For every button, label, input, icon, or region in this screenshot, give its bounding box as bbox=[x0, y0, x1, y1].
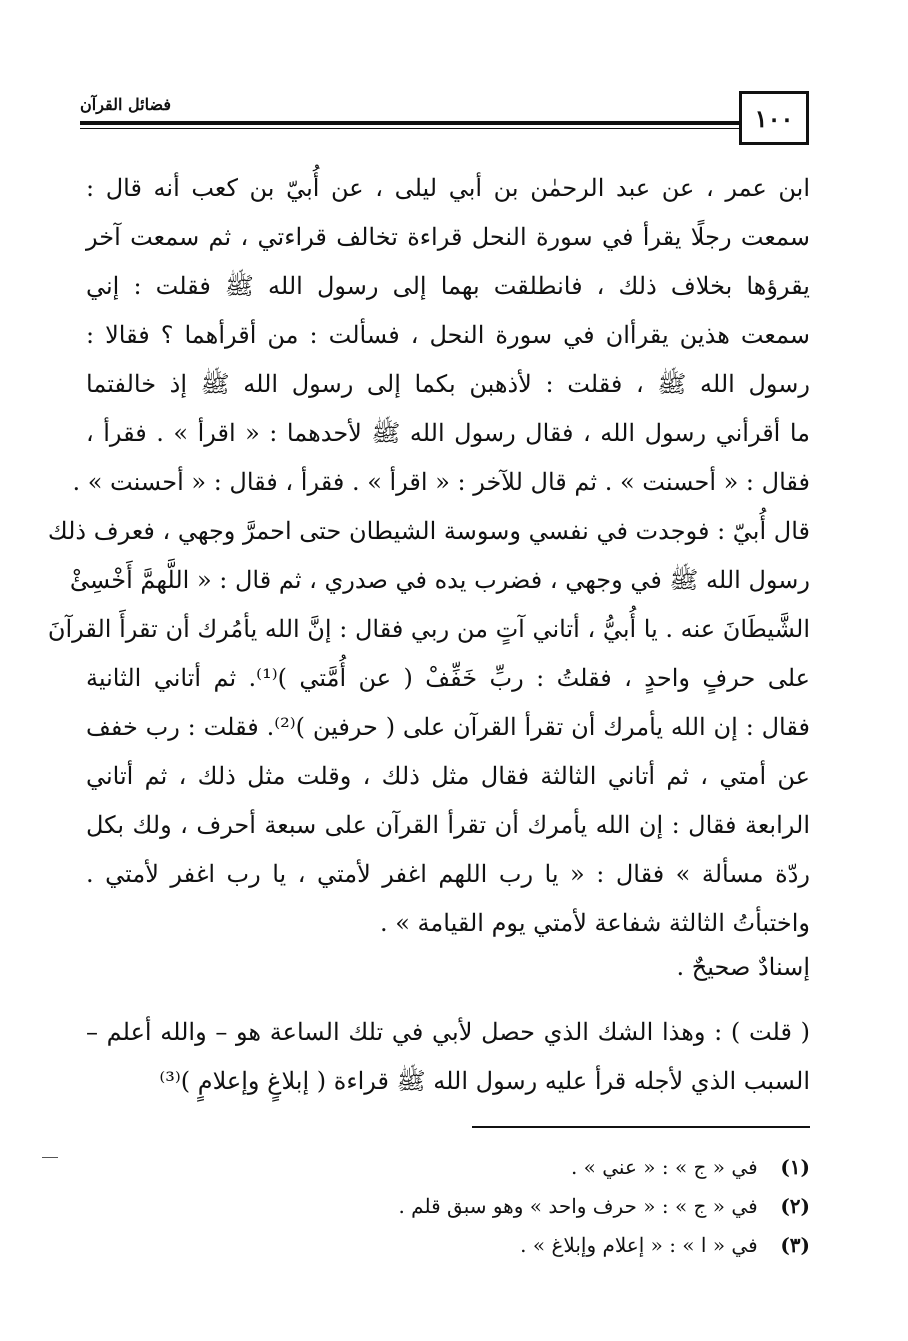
footnote-text: في « ج » : « عني » . bbox=[570, 1155, 758, 1179]
header-rule bbox=[80, 121, 740, 125]
text-line: على حرفٍ واحدٍ ، فقلتُ : ربِّ خَفِّفْ ( عن أُمَّتي )⁽¹⁾. ثم أتاني الثانية bbox=[86, 664, 810, 692]
text-line: فقال : إن الله يأمرك أن تقرأ القرآن على ( حرفين )⁽²⁾. فقلت : رب خفف bbox=[86, 713, 810, 741]
text-line: قال أُبيّ : فوجدت في نفسي وسوسة الشيطان حتى احمرَّ وجهي ، فعرف ذلك bbox=[47, 517, 810, 545]
footnote-item bbox=[300, 1148, 810, 1187]
running-title: فضائل القرآن bbox=[80, 95, 171, 114]
footnote-item bbox=[300, 1187, 810, 1226]
text-line: فقال : « أحسنت » . ثم قال للآخر : « اقرأ » . فقرأ ، فقال : « أحسنت » . bbox=[72, 468, 810, 496]
footnotes bbox=[300, 1148, 810, 1265]
footnote-item bbox=[300, 1226, 810, 1265]
page-number-text: ١٠٠ bbox=[754, 103, 794, 133]
paragraph-hadith-continuation bbox=[47, 507, 810, 948]
text-line: رسول الله ﷺ في وجهي ، فضرب يده في صدري ، ثم قال : « اللَّهمَّ أَخْسِئْ bbox=[69, 566, 810, 594]
text-line: ( قلت ) : وهذا الشك الذي حصل لأبي في تلك الساعة هو – والله أعلم – bbox=[86, 1018, 810, 1046]
text-line: يقرؤها بخلاف ذلك ، فانطلقت بهما إلى رسول الله ﷺ فقلت : إني bbox=[86, 272, 810, 300]
footnote-number: (٢) bbox=[780, 1194, 810, 1218]
footnote-text: في « ا » : « إعلام وإبلاغ » . bbox=[520, 1233, 758, 1257]
footnote-number: (٣) bbox=[780, 1233, 810, 1257]
text-line: رسول الله ﷺ ، فقلت : لأذهبن بكما إلى رسول الله ﷺ إذ خالفتما bbox=[86, 370, 810, 398]
text-line: واختبأتُ الثالثة شفاعة لأمتي يوم القيامة » . bbox=[379, 909, 810, 937]
footnote-separator bbox=[472, 1126, 810, 1128]
text-line: السبب الذي لأجله قرأ عليه رسول الله ﷺ قراءة ( إبلاغٍ وإعلامٍ )⁽³⁾ bbox=[159, 1067, 810, 1095]
text-line: عن أمتي ، ثم أتاني الثالثة فقال مثل ذلك ، وقلت مثل ذلك ، ثم أتاني bbox=[86, 762, 810, 790]
text-line: الرابعة فقال : إن الله يأمرك أن تقرأ القرآن على سبعة أحرف ، ولك بكل bbox=[86, 811, 810, 839]
paragraph-hadith-opening bbox=[72, 164, 810, 507]
scan-margin-mark bbox=[42, 1157, 58, 1158]
footnote-number: (١) bbox=[780, 1155, 810, 1179]
text-line: ابن عمر ، عن عبد الرحمٰن بن أبي ليلى ، عن أُبيّ بن كعب أنه قال : bbox=[86, 174, 810, 202]
main-text bbox=[47, 164, 810, 948]
isnad-grading: إسنادٌ صحيحٌ . bbox=[676, 953, 810, 981]
text-line: ردّة مسألة » فقال : « يا رب اللهم اغفر لأمتي ، يا رب اغفر لأمتي . bbox=[86, 860, 810, 888]
text-line: سمعت هذين يقرأان في سورة النحل ، فسألت : من أقرأهما ؟ فقالا : bbox=[86, 321, 810, 349]
footnote-text: في « ج » : « حرف واحد » وهو سبق قلم . bbox=[398, 1194, 758, 1218]
page-number bbox=[739, 91, 809, 145]
paragraph-author-note bbox=[86, 1008, 810, 1106]
header-rule-thin bbox=[80, 128, 740, 129]
text-line: سمعت رجلًا يقرأ في سورة النحل قراءة تخالف قراءتي ، ثم سمعت آخر bbox=[86, 223, 810, 251]
text-line: ما أقرأني رسول الله ، فقال رسول الله ﷺ لأحدهما : « اقرأ » . فقرأ ، bbox=[86, 419, 810, 447]
text-line: الشَّيطَانَ عنه . يا أُبيُّ ، أتاني آتٍ من ربي فقال : إنَّ الله يأمُرك أن تقرأَ القرآنَ bbox=[47, 615, 810, 643]
